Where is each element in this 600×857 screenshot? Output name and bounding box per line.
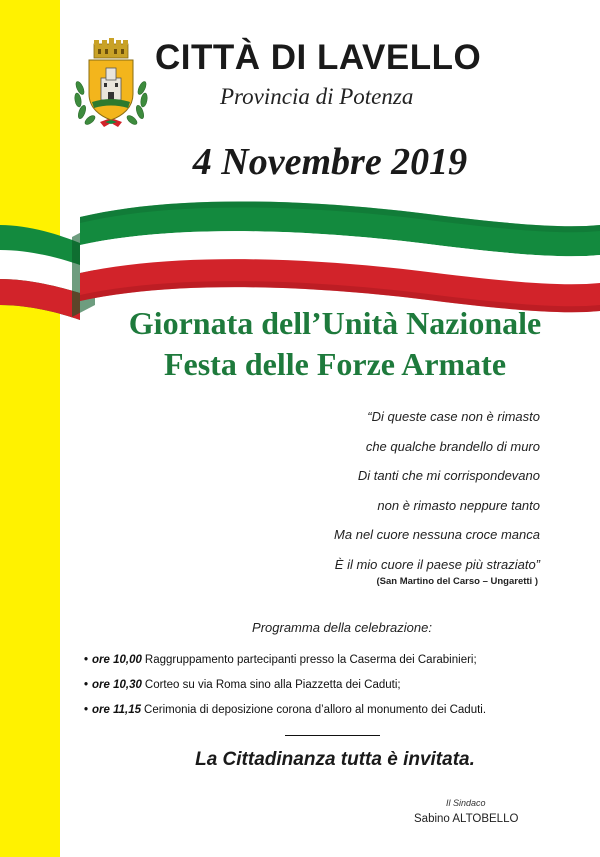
program-title: Programma della celebrazione: bbox=[252, 620, 432, 635]
signature-role: Il Sindaco bbox=[446, 798, 486, 808]
bullet: • bbox=[84, 679, 89, 691]
program-text: Corteo su via Roma sino alla Piazzetta dei Caduti; bbox=[144, 679, 401, 691]
poem-line: Di tanti che mi corrispondevano bbox=[357, 468, 540, 483]
poem-quote bbox=[240, 402, 540, 587]
yellow-side-band bbox=[0, 0, 60, 857]
divider bbox=[285, 735, 380, 736]
program-text: Cerimonia di deposizione corona d’alloro al monumento dei Caduti. bbox=[144, 704, 487, 716]
poem-source: (San Martino del Carso – Ungaretti ) bbox=[376, 576, 538, 587]
coat-of-arms-icon bbox=[72, 38, 150, 130]
program-time: ore 10,00 bbox=[92, 654, 142, 666]
program-item bbox=[84, 673, 584, 698]
program-text: Raggruppamento partecipanti presso la Caserma dei Carabinieri; bbox=[144, 654, 477, 666]
event-date: 4 Novembre 2019 bbox=[192, 141, 468, 183]
poem-line: È il mio cuore il paese più straziato” bbox=[334, 556, 540, 572]
program-item bbox=[84, 648, 584, 673]
program-item bbox=[84, 698, 584, 723]
poem-line: Ma nel cuore nessuna croce manca bbox=[334, 527, 540, 542]
signature-block bbox=[400, 797, 530, 829]
headline-unita-nazionale: Giornata dell’Unità Nazionale bbox=[128, 305, 542, 341]
bullet: • bbox=[84, 704, 89, 716]
program-list bbox=[84, 648, 584, 723]
poem-line: che qualche brandello di muro bbox=[365, 438, 540, 454]
signature-name: Sabino ALTOBELLO bbox=[414, 813, 519, 825]
poem-line: “Di queste case non è rimasto bbox=[367, 409, 540, 424]
invitation-text: La Cittadinanza tutta è invitata. bbox=[195, 749, 475, 770]
bullet: • bbox=[84, 654, 89, 666]
city-title: CITTÀ DI LAVELLO bbox=[155, 38, 482, 77]
program-time: ore 10,30 bbox=[92, 679, 142, 691]
headline-forze-armate: Festa delle Forze Armate bbox=[163, 346, 507, 382]
program-time: ore 11,15 bbox=[92, 704, 142, 716]
province-subtitle: Provincia di Potenza bbox=[220, 84, 414, 109]
poem-line: non è rimasto neppure tanto bbox=[377, 497, 540, 513]
